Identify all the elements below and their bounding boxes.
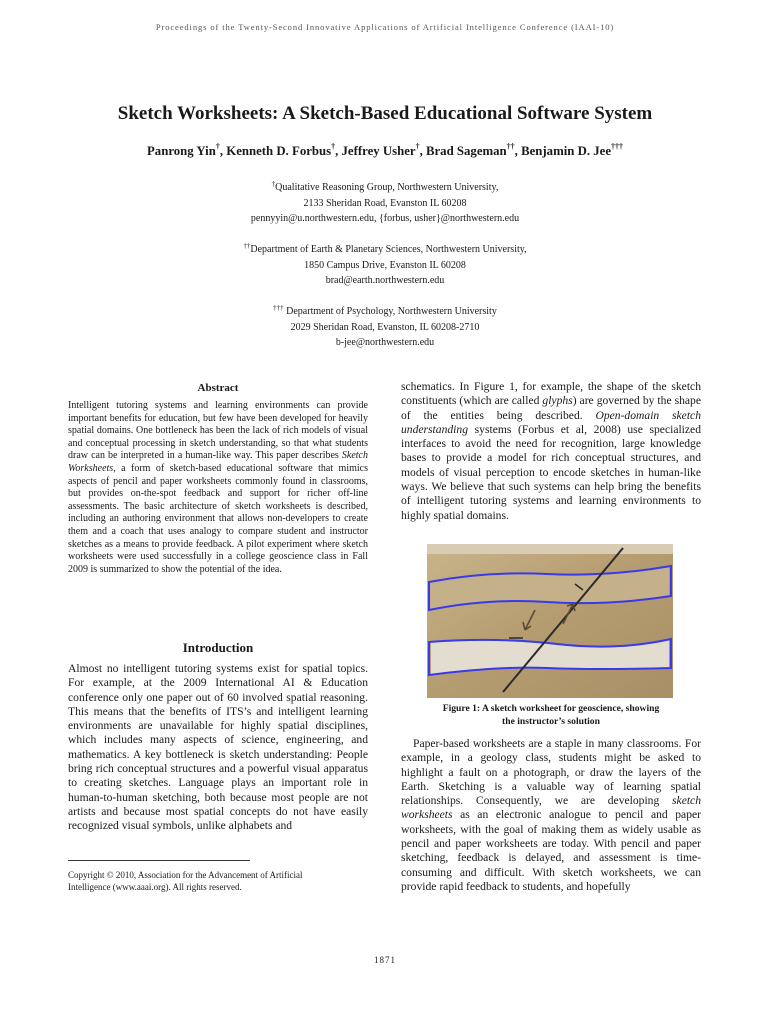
author-separator: ,	[219, 144, 227, 158]
affiliation-mark: †††	[273, 304, 284, 312]
footnote-rule	[68, 860, 250, 861]
geoscience-photo-sketch	[427, 544, 673, 698]
figure-sketch-worksheet	[427, 544, 673, 698]
affiliation-block	[0, 304, 770, 351]
author-separator: ,	[419, 144, 426, 158]
affiliation-email: b-jee@northwestern.edu	[335, 337, 435, 348]
emphasis-term: Open-domain sketch understanding	[401, 408, 701, 436]
introduction-heading: Introduction	[182, 640, 254, 655]
abstract-heading: Abstract	[197, 382, 239, 394]
affiliation-block	[0, 242, 770, 289]
right-column-worksheet-text: Paper-based worksheets are a staple in many classrooms. For example, in a geology class, students might be asked to highlight a fault on a photograph, or draw the layers of the Earth. Sketching is a valuable way of learning spatial relationships. Consequently, we are developing sketch worksheets as an electronic analogue to pencil and paper worksheets, with the goal of making them as widely usable as pencil and paper worksheets are today. With pencil and paper sketching, feedback is delayed, and assessment is time-consuming and difficult. With sketch worksheets, we can provide rapid feedback to students, and hopefully	[401, 737, 701, 893]
affiliation-mark: ††	[243, 242, 251, 250]
affiliation-email: brad@earth.northwestern.edu	[325, 275, 445, 286]
author-name: Panrong Yin	[146, 144, 216, 158]
photo-background-band	[427, 544, 673, 554]
rock-outcrop-photo	[427, 544, 673, 698]
emphasis-term: glyphs	[542, 394, 573, 408]
running-head: Proceedings of the Twenty-Second Innovative Applications of Artificial Intelligence Conference (IAAI-10)	[155, 22, 615, 32]
author-name: Benjamin D. Jee	[521, 144, 611, 158]
affiliation-line: 2029 Sheridan Road, Evanston, IL 60208-2710	[290, 321, 480, 333]
author-name: Kenneth D. Forbus	[226, 144, 332, 158]
paper-title: Sketch Worksheets: A Sketch-Based Educational Software System	[117, 103, 653, 124]
affiliation-block	[0, 180, 770, 227]
affiliation-mark: †††	[611, 142, 623, 151]
figure-caption: Figure 1: A sketch worksheet for geoscience, showing the instructor’s solution	[442, 703, 660, 727]
introduction-body: Almost no intelligent tutoring systems exist for spatial topics. For example, at the 2009 International AI & Education conference only one paper out of 60 involved spatial reasoning. This means that the benefits of ITS’s and intelligent learning environments are unavailable for highly spatial disciplines, which includes many aspects of science, engineering, and mathematics. A key bottleneck is sketch understanding: People bring rich conceptual structures and a powerful visual apparatus to creating sketches. Language plays an important role in human-to-human sketching, both because most people are not artists and because most spatial concepts do not have easily recognized visual symbols, unlike alphabets and	[68, 662, 368, 833]
affiliation-email: pennyyin@u.northwestern.edu, {forbus, usher}@northwestern.edu	[250, 213, 520, 224]
affiliation-mark: ††	[506, 142, 515, 151]
author-name: Brad Sageman	[425, 144, 507, 158]
right-column-intro-text: schematics. In Figure 1, for example, the shape of the sketch constituents (which are called glyphs) are governed by the shape of the entities being described. Open-domain sketch understanding systems (Forbus et al, 2008) use specialized interfaces to avoid the need for recognition, large knowledge bases to provide a model for rich conceptual structures, and models of visual perception to encode sketches in human-like ways. We believe that such systems can help bring the benefits of intelligent tutoring systems and learning environments to highly spatial domains.	[401, 380, 701, 522]
affiliation-line: ††Department of Earth & Planetary Sciences, Northwestern University,	[243, 242, 527, 255]
emphasis-term: Sketch Worksheets	[68, 450, 368, 474]
abstract-body: Intelligent tutoring systems and learning environments can provide important benefits for education, but few have been developed for heavily spatial domains. One bottleneck has been the lack of rich models of visual and conceptual processing in sketch understanding, so that what students draw can be interpreted in a human-like way. This paper describes Sketch Worksheets, a form of sketch-based educational software that mimics aspects of pencil and paper worksheets commonly found in classrooms, but provides on-the-spot feedback and support for richer off-line assessments. The basic architecture of sketch worksheets is described, including an authoring environment that allows non-developers to create them and a coach that uses analogy to compare student and instructor sketches as a means to provide feedback. A pilot experiment where sketch worksheets were used successfully in a college geoscience class in Fall 2009 is summarized to show the potential of the idea.	[68, 400, 368, 575]
affiliation-mark: †	[271, 180, 276, 188]
affiliation-line: 1850 Campus Drive, Evanston IL 60208	[304, 259, 466, 271]
author-list	[0, 144, 770, 159]
affiliation-mark: †	[215, 142, 220, 151]
affiliation-line: †Qualitative Reasoning Group, Northwestern University,	[271, 180, 499, 193]
affiliation-line: ††† Department of Psychology, Northwestern University	[273, 304, 497, 317]
emphasis-term: sketch worksheets	[401, 794, 701, 822]
page-number: 1871	[374, 955, 396, 965]
affiliation-line: 2133 Sheridan Road, Evanston IL 60208	[303, 197, 467, 209]
affiliation-mark: †	[331, 142, 336, 151]
author-name: Jeffrey Usher	[341, 144, 416, 158]
affiliation-mark: †	[415, 142, 420, 151]
author-separator: ,	[514, 144, 522, 158]
author-separator: ,	[335, 144, 342, 158]
copyright-notice: Copyright © 2010, Association for the Advancement of Artificial Intelligence (www.aaai.org). All rights reserved.	[68, 870, 303, 892]
